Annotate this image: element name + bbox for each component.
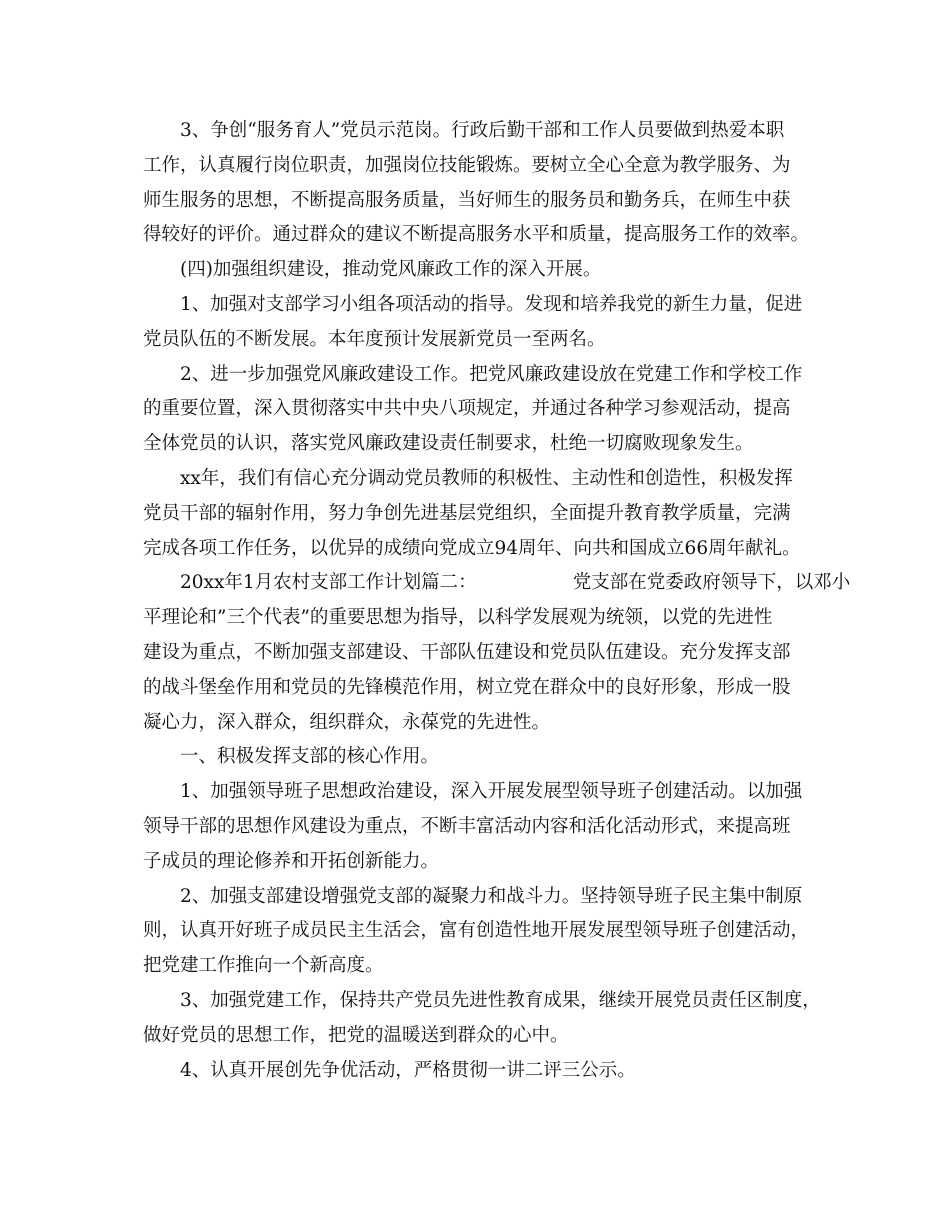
text-line: 党员干部的辐射作用，努力争创先进基层党组织，全面提升教育教学质量，完满 bbox=[143, 502, 791, 524]
text-line bbox=[143, 566, 851, 601]
text-line: 1、加强领导班子思想政治建设，深入开展发展型领导班子创建活动。以加强 bbox=[180, 781, 803, 803]
text-line: 把党建工作推向一个新高度。 bbox=[143, 955, 384, 977]
text-line: 完成各项工作任务，以优异的成绩向党成立94周年、向共和国成立66周年献礼。 bbox=[143, 537, 801, 559]
document-body bbox=[143, 114, 851, 1088]
text-line: 全体党员的认识，落实党风廉政建设责任制要求，杜绝一切腐败现象发生。 bbox=[143, 433, 754, 455]
text-line: 子成员的理论修养和开拓创新能力。 bbox=[143, 850, 440, 872]
text-line: 4、认真开展创先争优活动，严格贯彻一讲二评三公示。 bbox=[180, 1059, 636, 1081]
text-line: 得较好的评价。通过群众的建议不断提高服务水平和质量，提高服务工作的效率。 bbox=[143, 224, 810, 246]
article-title: 20xx年1月农村支部工作计划篇二： bbox=[180, 572, 477, 594]
text-line: 2、进一步加强党风廉政建设工作。把党风廉政建设放在党建工作和学校工作 bbox=[180, 363, 803, 385]
text-line: 师生服务的思想，不断提高服务质量，当好师生的服务员和勤务兵，在师生中获 bbox=[143, 189, 791, 211]
text-run: 党支部在党委政府领导下，以邓小 bbox=[572, 572, 851, 594]
text-line: 2、加强支部建设增强党支部的凝聚力和战斗力。坚持领导班子民主集中制原 bbox=[180, 885, 803, 907]
text-line: 3、争创“服务育人”党员示范岗。行政后勤干部和工作人员要做到热爱本职 bbox=[180, 120, 785, 141]
text-line: 1、加强对支部学习小组各项活动的指导。发现和培养我党的新生力量，促进 bbox=[180, 293, 803, 315]
text-line: 的战斗堡垒作用和党员的先锋模范作用，树立党在群众中的良好形象，形成一股 bbox=[143, 676, 791, 698]
text-line: 的重要位置，深入贯彻落实中共中央八项规定，并通过各种学习参观活动，提高 bbox=[143, 398, 791, 420]
text-line: 建设为重点，不断加强支部建设、干部队伍建设和党员队伍建设。充分发挥支部 bbox=[143, 641, 791, 663]
text-line: 平理论和”三个代表”的重要思想为指导，以科学发展观为统领，以党的先进性 bbox=[143, 607, 773, 629]
text-line: 做好党员的思想工作，把党的温暖送到群众的心中。 bbox=[143, 1024, 569, 1046]
text-line: 工作，认真履行岗位职责，加强岗位技能锻炼。要树立全心全意为教学服务、为 bbox=[143, 154, 791, 176]
section-heading: 一、积极发挥支部的核心作用。 bbox=[180, 746, 440, 768]
text-line: 凝心力，深入群众，组织群众，永葆党的先进性。 bbox=[143, 711, 551, 733]
text-line: xx年，我们有信心充分调动党员教师的积极性、主动性和创造性，积极发挥 bbox=[180, 467, 793, 489]
section-heading: (四)加强组织建设，推动党风廉政工作的深入开展。 bbox=[180, 259, 602, 281]
text-line: 领导干部的思想作风建设为重点，不断丰富活动内容和活化活动形式，来提高班 bbox=[143, 815, 791, 837]
text-line: 党员队伍的不断发展。本年度预计发展新党员一至两名。 bbox=[143, 328, 606, 350]
text-line: 3、加强党建工作，保持共产党员先进性教育成果，继续开展党员责任区制度， bbox=[180, 989, 821, 1011]
text-line: 则，认真开好班子成员民主生活会，富有创造性地开展发展型领导班子创建活动， bbox=[143, 920, 810, 942]
